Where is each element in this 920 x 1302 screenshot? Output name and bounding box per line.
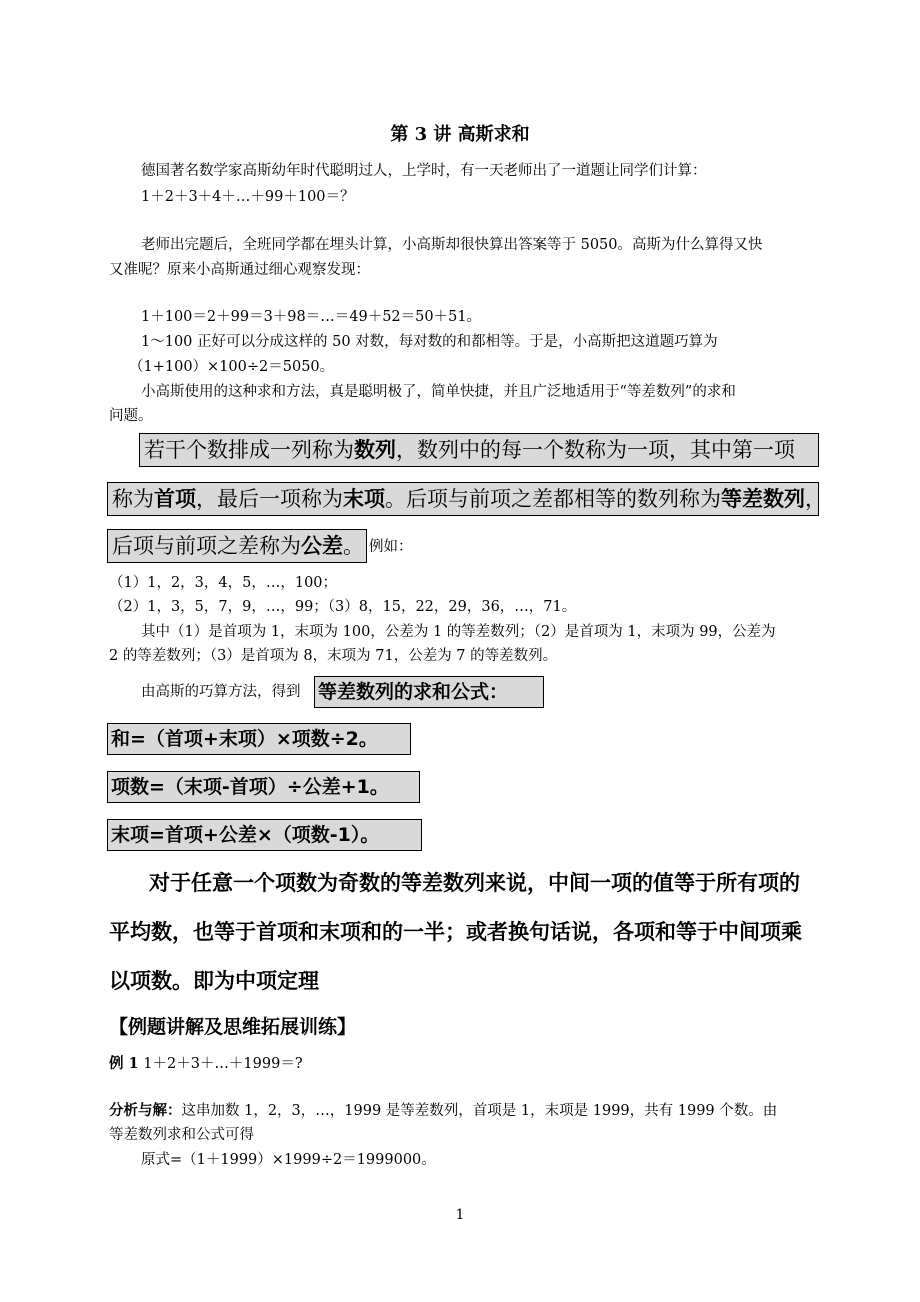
page-number: 1 xyxy=(455,1207,465,1223)
term-last-item: 末项 xyxy=(343,487,385,511)
definition-text: 后项与前项之差称为 xyxy=(112,534,301,558)
definition-text: 。 xyxy=(343,534,364,558)
analysis-text: 这串加数 1，2，3，…，1999 是等差数列，首项是 1，末项是 1999，共有 1999 个数。由 xyxy=(181,1103,778,1119)
intro-paragraph-2: 老师出完题后，全班同学都在埋头计算，小高斯却很快算出答案等于 5050。高斯为什么算得又快 xyxy=(141,237,763,253)
analysis-label: 分析与解： xyxy=(109,1102,182,1119)
page-title: 第 3 讲 高斯求和 xyxy=(390,124,530,145)
analysis-line xyxy=(109,1099,777,1123)
formula-last-item-box: 末项=首项+公差×（项数-1）。 xyxy=(107,819,422,851)
term-first-item: 首项 xyxy=(154,487,196,511)
theorem-line-3: 以项数。即为中项定理 xyxy=(109,969,319,993)
intro-paragraph-2-cont: 又准呢？原来小高斯通过细心观察发现： xyxy=(109,262,370,278)
formula-intro: 由高斯的巧算方法，得到 xyxy=(141,684,301,700)
analysis-text-cont: 等差数列求和公式可得 xyxy=(109,1127,254,1143)
definition-text: ， xyxy=(805,487,826,511)
examples-explanation-cont: 2 的等差数列；（3）是首项为 8，末项为 71，公差为 7 的等差数列。 xyxy=(109,648,558,664)
intro-equation-1: 1＋2＋3＋4＋…＋99＋100＝？ xyxy=(141,189,355,205)
definition-box-2 xyxy=(107,482,826,516)
formula-count-box: 项数=（末项-首项）÷公差+1。 xyxy=(107,771,420,803)
definition-box-1 xyxy=(139,433,819,467)
intro-paragraph-4-cont: 问题。 xyxy=(109,408,153,424)
theorem-line-2: 平均数，也等于首项和末项和的一半；或者换句话说，各项和等于中间项乘 xyxy=(109,920,802,944)
term-common-difference: 公差 xyxy=(301,534,343,558)
definition-box-3 xyxy=(107,529,367,563)
definition-text: ，最后一项称为 xyxy=(196,487,343,511)
example-1-line xyxy=(109,1052,303,1076)
example-1-answer: 原式=（1＋1999）×1999÷2＝1999000。 xyxy=(141,1152,436,1168)
term-sequence: 数列 xyxy=(354,438,396,462)
formula-sum-box: 和=（首项+末项）×项数÷2。 xyxy=(107,723,411,755)
theorem-line-1: 对于任意一个项数为奇数的等差数列来说，中间一项的值等于所有项的 xyxy=(149,871,800,895)
intro-equation-2: 1＋100＝2＋99＝3＋98＝…＝49＋52＝50＋51。 xyxy=(141,309,482,325)
intro-paragraph-1: 德国著名数学家高斯幼年时代聪明过人，上学时，有一天老师出了一道题让同学们计算： xyxy=(141,163,707,179)
section-heading: 【例题讲解及思维拓展训练】 xyxy=(109,1016,357,1038)
definition-text: 若干个数排成一列称为 xyxy=(144,438,354,462)
intro-paragraph-3: 1～100 正好可以分成这样的 50 对数，每对数的和都相等。于是，小高斯把这道题巧算为 xyxy=(141,334,718,350)
example-1-question: 1＋2＋3＋…＋1999＝? xyxy=(143,1056,303,1072)
term-arithmetic-sequence: 等差数列 xyxy=(721,487,805,511)
example-label: 例如： xyxy=(369,539,413,555)
intro-calculation: （1+100）×100÷2＝5050。 xyxy=(129,359,335,375)
formula-title-box: 等差数列的求和公式： xyxy=(314,676,544,708)
definition-text: ，数列中的每一个数称为一项，其中第一项 xyxy=(396,438,795,462)
definition-text: 。后项与前项之差都相等的数列称为 xyxy=(385,487,721,511)
definition-text: 称为 xyxy=(112,487,154,511)
examples-explanation: 其中（1）是首项为 1，末项为 100，公差为 1 的等差数列；（2）是首项为 1，末项为 99，公差为 xyxy=(141,624,776,640)
example-1-label: 例 1 xyxy=(109,1055,139,1072)
intro-paragraph-4: 小高斯使用的这种求和方法，真是聪明极了，简单快捷，并且广泛地适用于“等差数列”的求和 xyxy=(141,384,736,400)
example-sequence-2-3: （2）1，3，5，7，9，…，99；（3）8，15，22，29，36，…，71。 xyxy=(109,599,577,615)
example-sequence-1: （1）1，2，3，4，5，…，100； xyxy=(109,575,338,591)
